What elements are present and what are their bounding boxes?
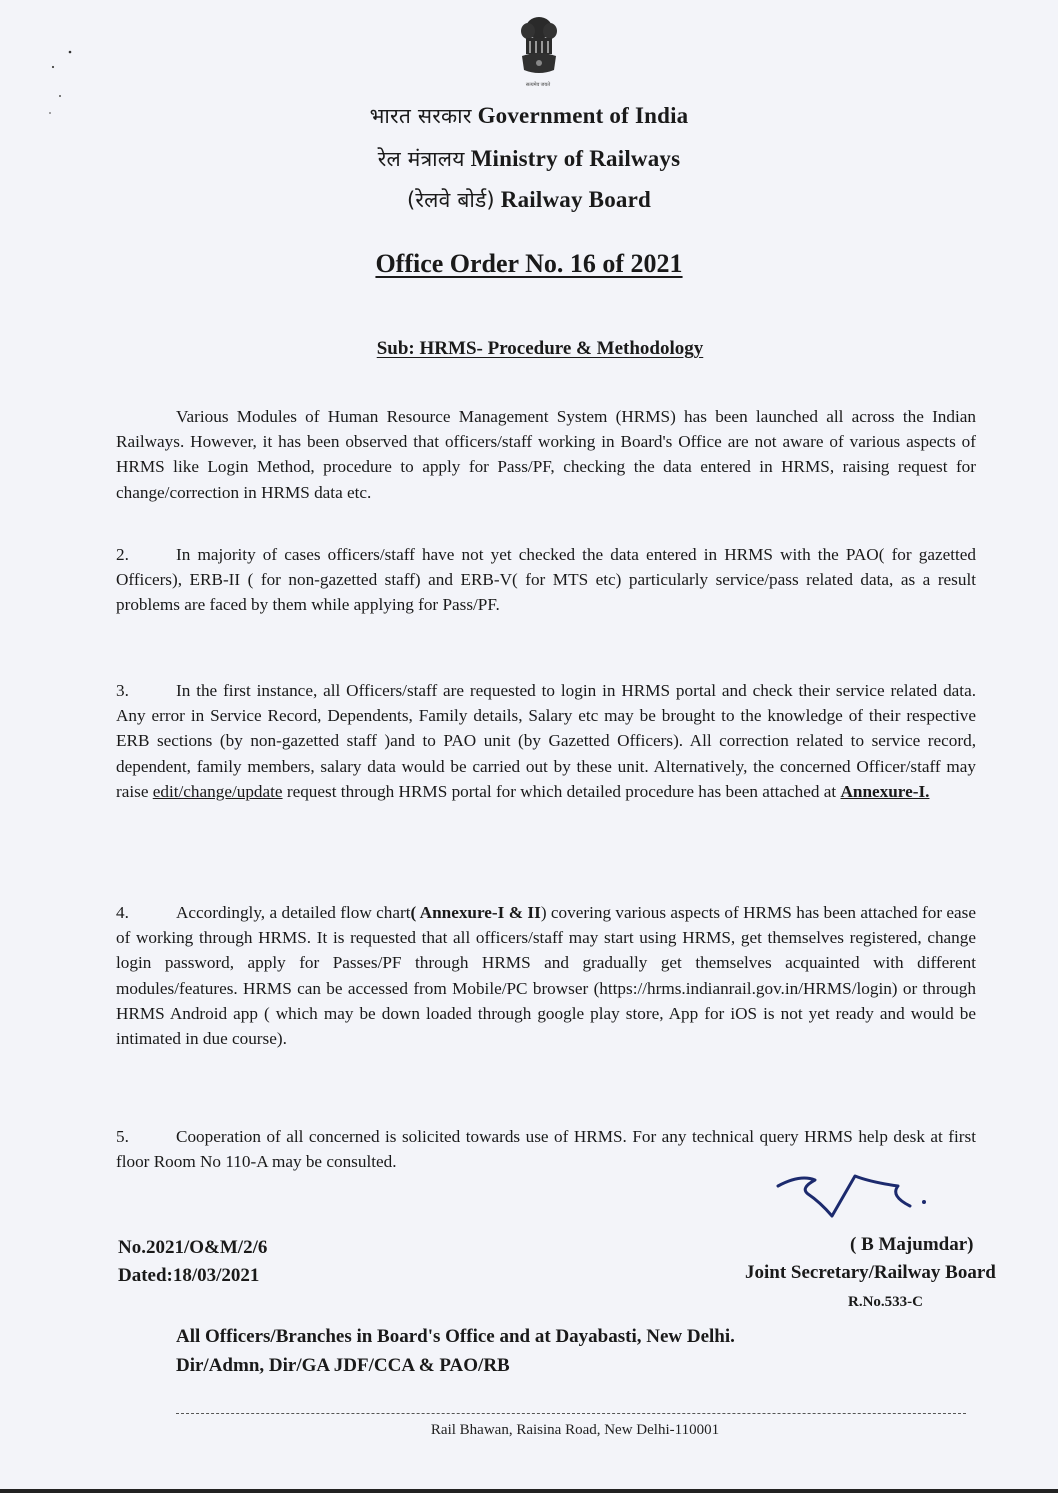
edit-change-update-text: edit/change/update [152, 781, 283, 801]
paragraph-4-text-cont: ) covering various aspects of HRMS has been attached for ease of working through HRMS. It is requested that all officers/staff may start using HRMS, get themselves registered, change login password, apply for Passes/PF through HRMS and gradually get themselves acquainted with different modules/features. HRMS can be accessed from Mobile/PC browser (https://hrms.indianrail.gov.in/HRMS/login) or through HRMS Android app ( which may be down loaded through google play store, App for iOS is not yet ready and would be intimated in due course). [116, 903, 976, 1049]
header-ministry-english: Ministry of Railways [470, 146, 681, 171]
order-title [0, 249, 1058, 279]
signatory-name: ( B Majumdar) [850, 1234, 974, 1255]
annexure-1-reference: Annexure-I. [840, 781, 930, 801]
header-board [0, 186, 1058, 214]
header-government-hindi: भारत सरकार [369, 104, 472, 128]
header-ministry [0, 145, 1058, 173]
signatory-title: Joint Secretary/Railway Board [745, 1262, 996, 1283]
header-government-english: Government of India [477, 103, 689, 128]
paragraph-2-text: In majority of cases officers/staff have not yet checked the data entered in HRMS with the PAO( for gazetted Officers), ERB-II ( for non-gazetted staff) and ERB-V( for MTS etc) particularly service/pass related data, as a result problems are faced by them while applying for Pass/PF. [116, 545, 976, 615]
distribution-line-2: Dir/Admn, Dir/GA JDF/CCA & PAO/RB [176, 1355, 510, 1376]
emblem-caption: सत्यमेव जयते [525, 83, 551, 88]
paragraph-3-number: 3. [116, 681, 129, 700]
header-board-hindi: (रेलवे बोर्ड) [407, 188, 495, 212]
paragraph-2-number: 2. [116, 545, 129, 564]
reference-date: Dated:18/03/2021 [118, 1265, 260, 1286]
paragraph-5-text: Cooperation of all concerned is solicited towards use of HRMS. For any technical query HRMS help desk at first floor Room No 110-A may be consulted. [116, 1127, 976, 1172]
header-board-english: Railway Board [500, 187, 651, 212]
reference-block [118, 1234, 267, 1290]
order-title-text: Office Order No. 16 of 2021 [375, 249, 683, 278]
paragraph-3-text-cont: request through HRMS portal for which detailed procedure has been attached at [282, 781, 841, 801]
footer-divider [176, 1413, 966, 1414]
handwritten-signature-icon [760, 1168, 940, 1228]
paragraph-4-number: 4. [116, 903, 129, 922]
subject-line [0, 338, 1058, 360]
paragraph-3-text: In the first instance, all Officers/staff are requested to login in HRMS portal and check their service related data. Any error in Service Record, Dependents, Family details, Salary etc may be brought to the knowledge of their respective ERB sections (by non-gazetted staff )and to PAO unit (by Gazetted Officers). All correction related to service record, dependent, family members, salary data would be carried out by these unit. Alternatively, the concerned Officer/staff may raise [116, 681, 976, 801]
paragraph-4 [116, 900, 976, 1051]
subject-text: Sub: HRMS- Procedure & Methodology [376, 338, 704, 359]
distribution-block [176, 1322, 735, 1380]
reference-number: No.2021/O&M/2/6 [118, 1237, 268, 1258]
distribution-line-1: All Officers/Branches in Board's Office and at Dayabasti, New Delhi. [176, 1326, 735, 1347]
paragraph-1-text: Various Modules of Human Resource Management System (HRMS) has been launched all across the Indian Railways. However, it has been observed that officers/staff working in Board's Office are not aware of various aspects of HRMS like Login Method, procedure to apply for Pass/PF, checking the data entered in HRMS, raising request for change/correction in HRMS data etc. [116, 407, 976, 502]
paragraph-3 [116, 678, 976, 804]
paragraph-5-number: 5. [116, 1127, 129, 1146]
paragraph-5 [116, 1124, 976, 1174]
scan-bottom-edge [0, 1489, 1058, 1493]
header-ministry-hindi: रेल मंत्रालय [377, 147, 465, 171]
paragraph-2 [116, 542, 976, 618]
header-government [0, 102, 1058, 130]
annexure-1-2-reference: ( Annexure-I & II [410, 903, 541, 922]
paragraph-1 [116, 404, 976, 505]
paragraph-4-text: Accordingly, a detailed flow chart [176, 903, 411, 922]
ashoka-emblem-icon [514, 14, 564, 80]
footer-address: Rail Bhawan, Raisina Road, New Delhi-110001 [430, 1422, 720, 1438]
signatory-room: R.No.533-C [848, 1294, 923, 1310]
